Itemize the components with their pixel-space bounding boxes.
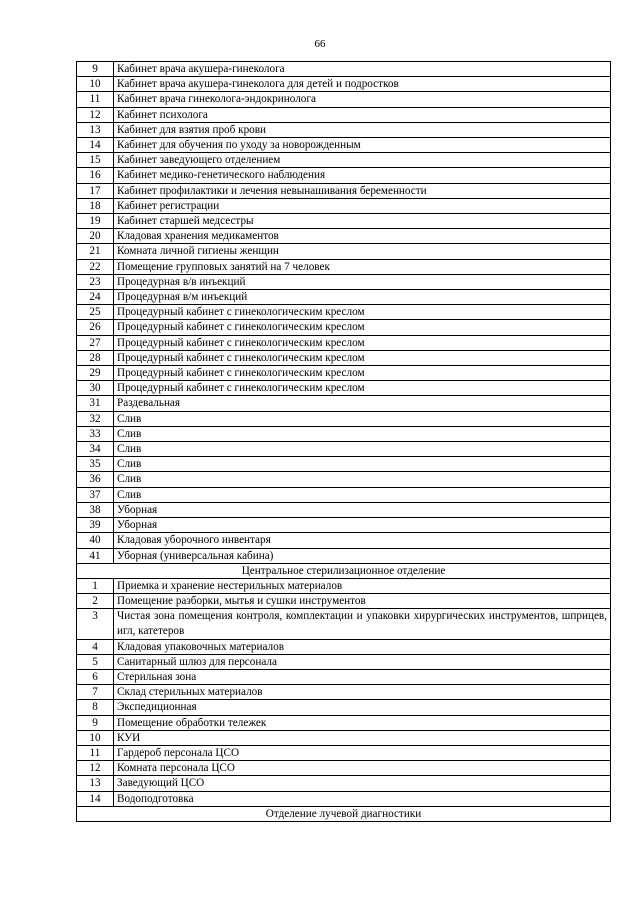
room-name: Кабинет медико-генетического наблюдения [114,168,611,183]
room-name: Комната персонала ЦСО [114,761,611,776]
row-number: 28 [77,350,114,365]
row-number: 11 [77,745,114,760]
room-name: Слив [114,457,611,472]
section-row [77,563,611,578]
section-heading-radiology: Отделение лучевой диагностики [77,806,611,821]
row-number: 30 [77,381,114,396]
table-row [77,122,611,137]
table-row [77,487,611,502]
table-row [77,518,611,533]
room-name: Чистая зона помещения контроля, комплектации и упаковки хирургических инструментов, шприцев, игл, катетеров [114,609,611,639]
row-number: 2 [77,594,114,609]
table-row [77,153,611,168]
row-number: 25 [77,305,114,320]
row-number: 12 [77,107,114,122]
row-number: 20 [77,229,114,244]
room-name: Кабинет старшей медсестры [114,214,611,229]
room-name: Кабинет врача акушера-гинеколога [114,62,611,77]
room-name: Кабинет для взятия проб крови [114,122,611,137]
table-row [77,761,611,776]
table-row [77,214,611,229]
room-name: Слив [114,442,611,457]
row-number: 19 [77,214,114,229]
row-number: 14 [77,791,114,806]
page-number: 66 [314,38,326,50]
room-name: Кабинет профилактики и лечения невынашивания беременности [114,183,611,198]
row-number: 9 [77,715,114,730]
row-number: 26 [77,320,114,335]
table-row [77,609,611,639]
row-number: 41 [77,548,114,563]
rooms-table-body [77,62,611,822]
table-row [77,168,611,183]
row-number: 9 [77,62,114,77]
room-name: Слив [114,426,611,441]
row-number: 6 [77,669,114,684]
table-row [77,669,611,684]
row-number: 24 [77,290,114,305]
table-row [77,138,611,153]
row-number: 4 [77,639,114,654]
room-name: Помещение обработки тележек [114,715,611,730]
room-name: Кабинет врача гинеколога-эндокринолога [114,92,611,107]
room-name: Процедурный кабинет с гинекологическим креслом [114,320,611,335]
room-name: Слив [114,411,611,426]
row-number: 33 [77,426,114,441]
row-number: 16 [77,168,114,183]
room-name: Уборная [114,518,611,533]
row-number: 13 [77,776,114,791]
table-row [77,685,611,700]
row-number: 17 [77,183,114,198]
room-name: Приемка и хранение нестерильных материалов [114,578,611,593]
room-name: Слив [114,472,611,487]
table-row [77,730,611,745]
table-row [77,350,611,365]
row-number: 7 [77,685,114,700]
row-number: 37 [77,487,114,502]
table-row [77,107,611,122]
table-row [77,594,611,609]
table-row [77,335,611,350]
room-name: Процедурный кабинет с гинекологическим креслом [114,381,611,396]
table-row [77,639,611,654]
table-row [77,791,611,806]
table-row [77,198,611,213]
table-row [77,411,611,426]
row-number: 38 [77,502,114,517]
table-row [77,77,611,92]
table-row [77,396,611,411]
table-row [77,457,611,472]
row-number: 18 [77,198,114,213]
row-number: 1 [77,578,114,593]
row-number: 22 [77,259,114,274]
row-number: 36 [77,472,114,487]
room-name: Экспедиционная [114,700,611,715]
row-number: 10 [77,730,114,745]
room-name: Гардероб персонала ЦСО [114,745,611,760]
table-row [77,320,611,335]
room-name: Уборная [114,502,611,517]
section-row [77,806,611,821]
table-row [77,502,611,517]
room-name: Помещение разборки, мытья и сушки инструментов [114,594,611,609]
row-number: 32 [77,411,114,426]
row-number: 11 [77,92,114,107]
table-row [77,259,611,274]
room-name: Кладовая хранения медикаментов [114,229,611,244]
row-number: 10 [77,77,114,92]
row-number: 35 [77,457,114,472]
room-name: Процедурный кабинет с гинекологическим креслом [114,350,611,365]
row-number: 13 [77,122,114,137]
room-name: Кабинет врача акушера-гинеколога для детей и подростков [114,77,611,92]
table-row [77,578,611,593]
room-name: Заведующий ЦСО [114,776,611,791]
table-row [77,654,611,669]
table-row [77,426,611,441]
room-name: Процедурная в/м инъекций [114,290,611,305]
row-number: 29 [77,366,114,381]
room-name: Уборная (универсальная кабина) [114,548,611,563]
section-heading-cso: Центральное стерилизационное отделение [77,563,611,578]
room-name: Помещение групповых занятий на 7 человек [114,259,611,274]
table-row [77,274,611,289]
room-name: Процедурный кабинет с гинекологическим креслом [114,335,611,350]
table-row [77,92,611,107]
room-name: Стерильная зона [114,669,611,684]
room-name: Склад стерильных материалов [114,685,611,700]
row-number: 40 [77,533,114,548]
row-number: 14 [77,138,114,153]
room-name: Кабинет психолога [114,107,611,122]
table-row [77,183,611,198]
table-row [77,715,611,730]
room-name: Кладовая упаковочных материалов [114,639,611,654]
room-name: Процедурная в/в инъекций [114,274,611,289]
table-row [77,548,611,563]
room-name: Процедурный кабинет с гинекологическим креслом [114,305,611,320]
table-row [77,305,611,320]
row-number: 5 [77,654,114,669]
table-row [77,533,611,548]
table-row [77,244,611,259]
table-row [77,700,611,715]
table-row [77,229,611,244]
row-number: 23 [77,274,114,289]
row-number: 31 [77,396,114,411]
room-name: Кабинет регистрации [114,198,611,213]
table-row [77,442,611,457]
row-number: 8 [77,700,114,715]
room-name: Санитарный шлюз для персонала [114,654,611,669]
table-row [77,472,611,487]
table-row [77,290,611,305]
table-row [77,62,611,77]
room-name: Кладовая уборочного инвентаря [114,533,611,548]
room-name: Слив [114,487,611,502]
room-name: Комната личной гигиены женщин [114,244,611,259]
room-name: Водоподготовка [114,791,611,806]
room-name: Процедурный кабинет с гинекологическим креслом [114,366,611,381]
room-name: Раздевальная [114,396,611,411]
row-number: 15 [77,153,114,168]
table-row [77,366,611,381]
rooms-table [76,61,611,822]
table-row [77,745,611,760]
table-row [77,381,611,396]
room-name: КУИ [114,730,611,745]
row-number: 39 [77,518,114,533]
row-number: 3 [77,609,114,639]
table-row [77,776,611,791]
row-number: 21 [77,244,114,259]
row-number: 34 [77,442,114,457]
room-name: Кабинет для обучения по уходу за новорожденным [114,138,611,153]
room-name: Кабинет заведующего отделением [114,153,611,168]
row-number: 12 [77,761,114,776]
row-number: 27 [77,335,114,350]
